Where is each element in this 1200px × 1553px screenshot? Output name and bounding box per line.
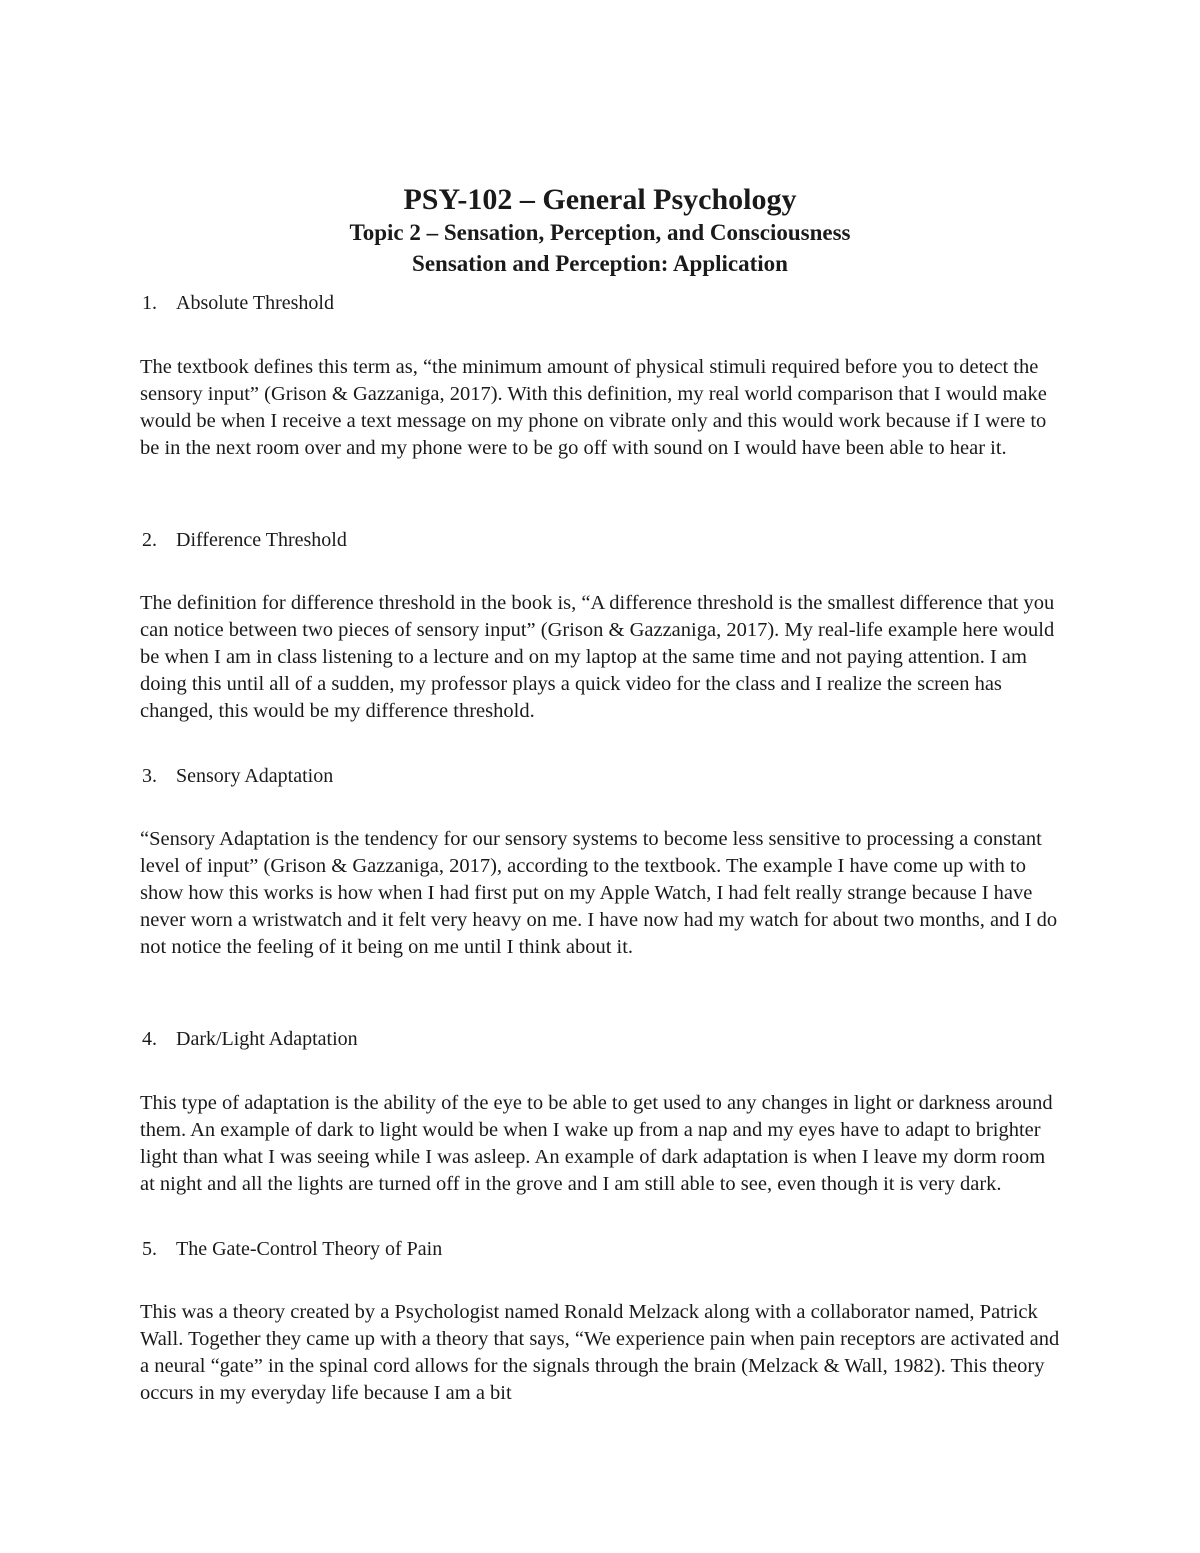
section-4-title: Dark/Light Adaptation bbox=[176, 1028, 358, 1050]
section-2-number: 2. bbox=[142, 529, 157, 551]
section-5-paragraph: This was a theory created by a Psychologist named Ronald Melzack along with a collaborator named, Patrick Wall. Together they came up with a theory that says, “We experience pain when pain receptors are activated and a neural “gate” in the spinal cord allows for the signals through the brain (Melzack & Wall, 1982). This theory occurs in my everyday life because I am a bit bbox=[140, 1301, 1060, 1404]
section-5-title: The Gate-Control Theory of Pain bbox=[176, 1238, 443, 1260]
section-3-title: Sensory Adaptation bbox=[176, 765, 334, 787]
section-4-heading bbox=[142, 1025, 1042, 1053]
section-3-number: 3. bbox=[142, 765, 157, 787]
section-1-heading bbox=[142, 289, 1042, 317]
section-2-heading bbox=[142, 526, 1042, 554]
section-2-paragraph: The definition for difference threshold in the book is, “A difference threshold is the smallest difference that you can notice between two pieces of sensory input” (Grison & Gazzaniga, 2017). My real-life example here would be when I am in class listening to a lecture and on my laptop at the same time and not paying attention. I am doing this until all of a sudden, my professor plays a quick video for the class and I realize the screen has changed, this would be my difference threshold. bbox=[140, 592, 1055, 722]
section-1-number: 1. bbox=[142, 292, 157, 314]
section-5-number: 5. bbox=[142, 1238, 157, 1260]
section-5-heading bbox=[142, 1235, 1042, 1263]
section-1-title: Absolute Threshold bbox=[176, 292, 334, 314]
section-4-number: 4. bbox=[142, 1028, 157, 1050]
section-1-paragraph: The textbook defines this term as, “the minimum amount of physical stimuli required before you to detect the sensory input” (Grison & Gazzaniga, 2017). With this definition, my real world comparison that I would make would be when I receive a text message on my phone on vibrate only and this would work because if I were to be in the next room over and my phone were to be go off with sound on I would have been able to hear it. bbox=[140, 356, 1047, 459]
document-title: PSY-102 – General Psychology bbox=[403, 183, 797, 216]
document-subtitle-topic: Topic 2 – Sensation, Perception, and Consciousness bbox=[349, 220, 851, 245]
section-2-title: Difference Threshold bbox=[176, 529, 347, 551]
section-3-heading bbox=[142, 762, 1042, 790]
section-4-paragraph: This type of adaptation is the ability of the eye to be able to get used to any changes in light or darkness around them. An example of dark to light would be when I wake up from a nap and my eyes have to adapt to brighter light than what I was seeing while I was asleep. An example of dark adaptation is when I leave my dorm room at night and all the lights are turned off in the grove and I am still able to see, even though it is very dark. bbox=[140, 1092, 1053, 1195]
section-3-paragraph: “Sensory Adaptation is the tendency for our sensory systems to become less sensitive to processing a constant level of input” (Grison & Gazzaniga, 2017), according to the textbook. The example I have come up with to show how this works is how when I had first put on my Apple Watch, I had felt really strange because I have never worn a wristwatch and it felt very heavy on me. I have now had my watch for about two months, and I do not notice the feeling of it being on me until I think about it. bbox=[140, 828, 1058, 958]
document-subtitle-application: Sensation and Perception: Application bbox=[412, 251, 788, 276]
